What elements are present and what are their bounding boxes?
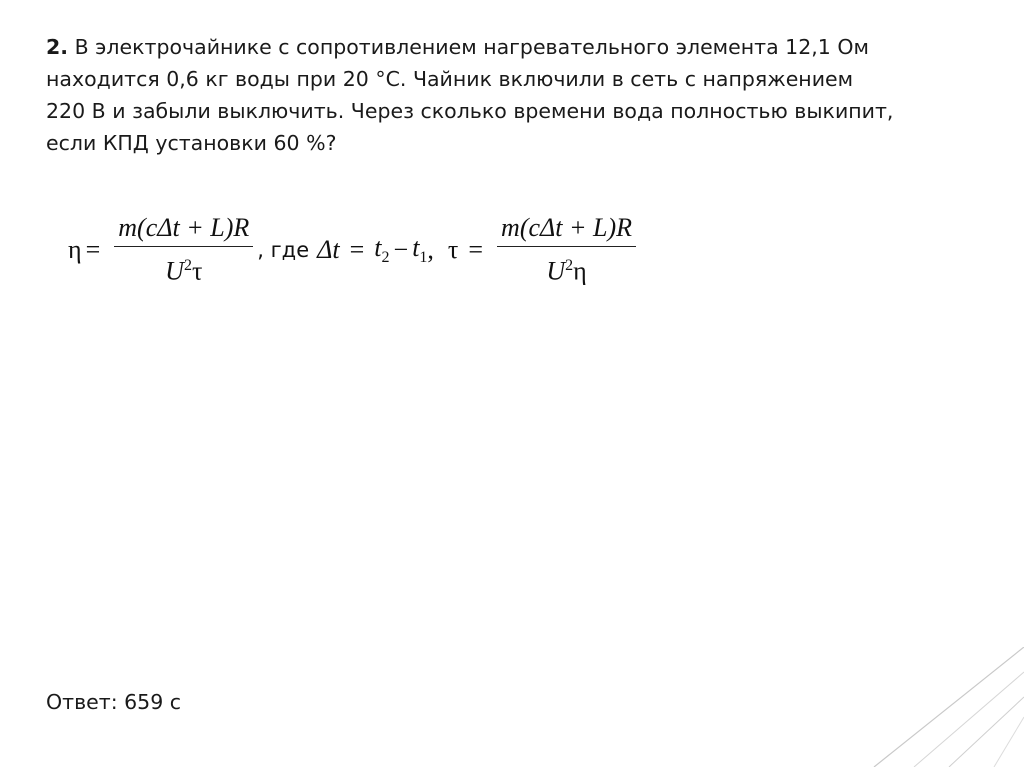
problem-line-4: если КПД установки 60 %? [46, 131, 337, 155]
formula-tau: τ [447, 235, 459, 264]
denominator-exponent: 2 [183, 257, 192, 275]
formula-t2: $t_2$ [374, 233, 390, 266]
formula-t1: $t_1$ [412, 233, 428, 266]
answer: Ответ: 659 с [46, 690, 182, 714]
solution-formula [68, 210, 640, 290]
formula-fraction-eta [114, 213, 253, 287]
denominator-tau: τ [191, 256, 203, 286]
problem-line-1 [46, 31, 996, 63]
formula-equals-1: = [85, 235, 101, 264]
formula-equals-2: = [349, 235, 365, 264]
fraction-eta-numerator: m(cΔt + L)R [114, 213, 253, 247]
formula-equals-3: = [468, 235, 484, 264]
fraction-tau-numerator: m(cΔt + L)R [497, 213, 636, 247]
formula-delta-t: Δt [317, 235, 340, 264]
denominator-eta: η [573, 256, 587, 286]
problem-statement [46, 31, 996, 159]
fraction-tau-denominator [546, 247, 586, 287]
formula-minus: − [393, 235, 409, 264]
formula-comma: , [427, 235, 434, 264]
problem-line-3: 220 В и забыли выключить. Через сколько времени вода полностью выкипит, [46, 99, 894, 123]
denominator-u-2: U [546, 256, 566, 286]
problem-number: 2. [46, 35, 69, 59]
formula-eta: η [68, 235, 82, 264]
problem-line-2: находится 0,6 кг воды при 20 °С. Чайник включили в сеть с напряжением [46, 67, 854, 91]
denominator-exponent-2: 2 [565, 257, 574, 275]
problem-text-1: В электрочайнике с сопротивлением нагревательного элемента 12,1 Ом [74, 35, 869, 59]
fraction-eta-denominator [165, 247, 202, 287]
denominator-u: U [165, 256, 184, 286]
formula-where: , где [257, 238, 310, 262]
corner-decoration-icon [854, 647, 1024, 767]
formula-fraction-tau [497, 213, 636, 287]
